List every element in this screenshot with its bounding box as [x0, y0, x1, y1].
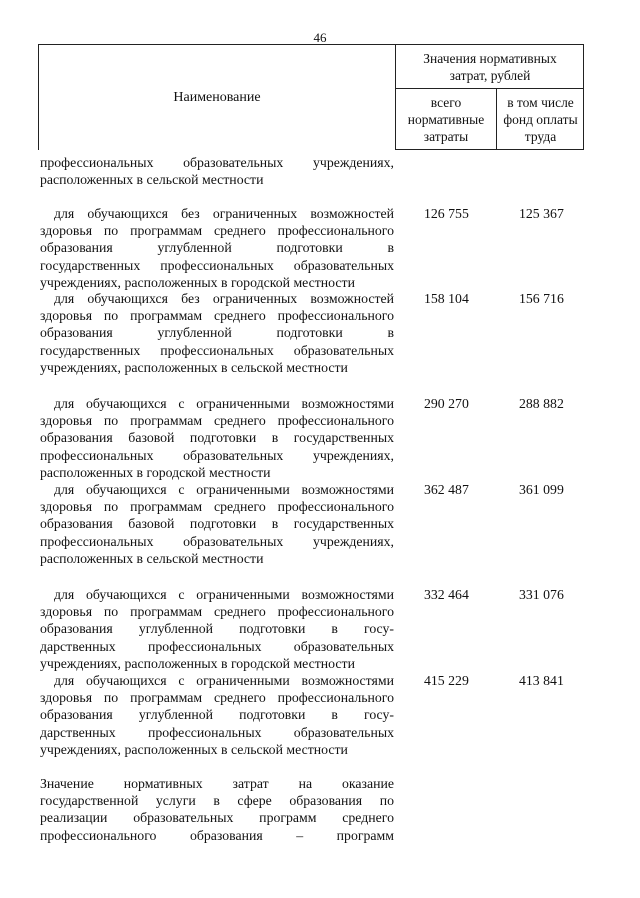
header-fund-line-2: фонд оплаты	[503, 112, 578, 127]
header-total-line-1: всего	[430, 95, 462, 110]
text-line: здоровья по программам среднего профессионального	[40, 223, 394, 239]
header-total-line-3: затраты	[423, 129, 469, 144]
text-line: образования углубленной подготовки в	[40, 325, 394, 341]
table-row-name	[40, 586, 394, 672]
text-line: учреждениях, расположенных в городской местности	[40, 655, 355, 671]
text-line: расположенных в сельской местности	[40, 550, 264, 566]
header-values-line-1: Значения нормативных	[423, 50, 557, 66]
text-line: профессиональных образовательных учреждениях,	[40, 533, 394, 549]
text-line: учреждениях, расположенных в сельской местности	[40, 359, 348, 375]
table-row-total: 158 104	[424, 291, 469, 306]
table-row-total: 290 270	[424, 396, 469, 411]
table-row-total: 362 487	[424, 482, 469, 497]
text-line: учреждениях, расположенных в городской местности	[40, 274, 355, 290]
text-line: здоровья по программам среднего профессионального	[40, 308, 394, 324]
text-line: расположенных в городской местности	[40, 464, 271, 480]
table-row-fund: 413 841	[519, 673, 564, 688]
header-values-cell	[396, 45, 584, 89]
table-row-name	[40, 481, 394, 567]
text-line: здоровья по программам среднего профессионального	[40, 604, 394, 620]
final-paragraph	[40, 775, 394, 844]
header-name-label: Наименование	[173, 89, 261, 105]
page-number: 46	[313, 30, 327, 45]
header-name-cell	[39, 45, 396, 150]
table-row-name	[40, 290, 394, 376]
text-line: для обучающихся с ограниченными возможностями	[54, 673, 394, 688]
text-line: здоровья по программам среднего профессионального	[40, 499, 394, 515]
text-line: расположенных в сельской местности	[40, 172, 264, 188]
text-line: Значение нормативных затрат на оказание	[40, 776, 394, 791]
text-line: государственной услуги в сфере образования по	[40, 793, 394, 809]
text-line: учреждениях, расположенных в сельской местности	[40, 741, 348, 757]
text-line: профессиональных образовательных учреждениях,	[40, 447, 394, 463]
text-line: реализации образовательных программ среднего	[40, 810, 394, 826]
text-line: для обучающихся без ограниченных возможностей	[54, 206, 394, 221]
header-fund-cell	[497, 89, 584, 150]
table-row-fund: 125 367	[519, 206, 564, 221]
table-row-name	[40, 205, 394, 291]
text-line: здоровья по программам среднего профессионального	[40, 413, 394, 429]
text-line: здоровья по программам среднего профессионального	[40, 690, 394, 706]
text-line: для обучающихся с ограниченными возможностями	[54, 587, 394, 602]
table-header	[38, 44, 584, 150]
table-row-total: 126 755	[424, 206, 469, 221]
text-line: профессиональных образовательных учреждениях,	[40, 155, 394, 170]
header-values-line-2: затрат, рублей	[449, 67, 531, 83]
table-row-fund: 288 882	[519, 396, 564, 411]
header-fund-line-1: в том числе	[507, 95, 574, 110]
text-line: для обучающихся без ограниченных возможностей	[54, 291, 394, 306]
text-line: образования углубленной подготовки в госу-	[40, 707, 394, 723]
text-line: образования базовой подготовки в государственных	[40, 430, 394, 446]
header-fund-line-3: труда	[524, 129, 557, 144]
text-line: государственных профессиональных образовательных	[40, 342, 394, 358]
text-line: образования углубленной подготовки в госу-	[40, 621, 394, 637]
table-row-fund: 361 099	[519, 482, 564, 497]
table-row-fund: 331 076	[519, 587, 564, 602]
text-line: государственных профессиональных образовательных	[40, 257, 394, 273]
table-row-name	[40, 395, 394, 481]
table-row-total: 332 464	[424, 587, 469, 602]
text-line: образования базовой подготовки в государственных	[40, 516, 394, 532]
text-line: образования углубленной подготовки в	[40, 240, 394, 256]
header-total-cell	[396, 89, 497, 150]
table-row-fund: 156 716	[519, 291, 564, 306]
continuation-text	[40, 154, 394, 188]
text-line: для обучающихся с ограниченными возможностями	[54, 396, 394, 411]
text-line: для обучающихся с ограниченными возможностями	[54, 482, 394, 497]
header-total-line-2: нормативные	[407, 112, 485, 127]
table-row-total: 415 229	[424, 673, 469, 688]
text-line: профессионального образования – программ	[40, 827, 394, 843]
table-row-name	[40, 672, 394, 758]
text-line: дарственных профессиональных образовательных	[40, 724, 394, 740]
text-line: дарственных профессиональных образовательных	[40, 638, 394, 654]
